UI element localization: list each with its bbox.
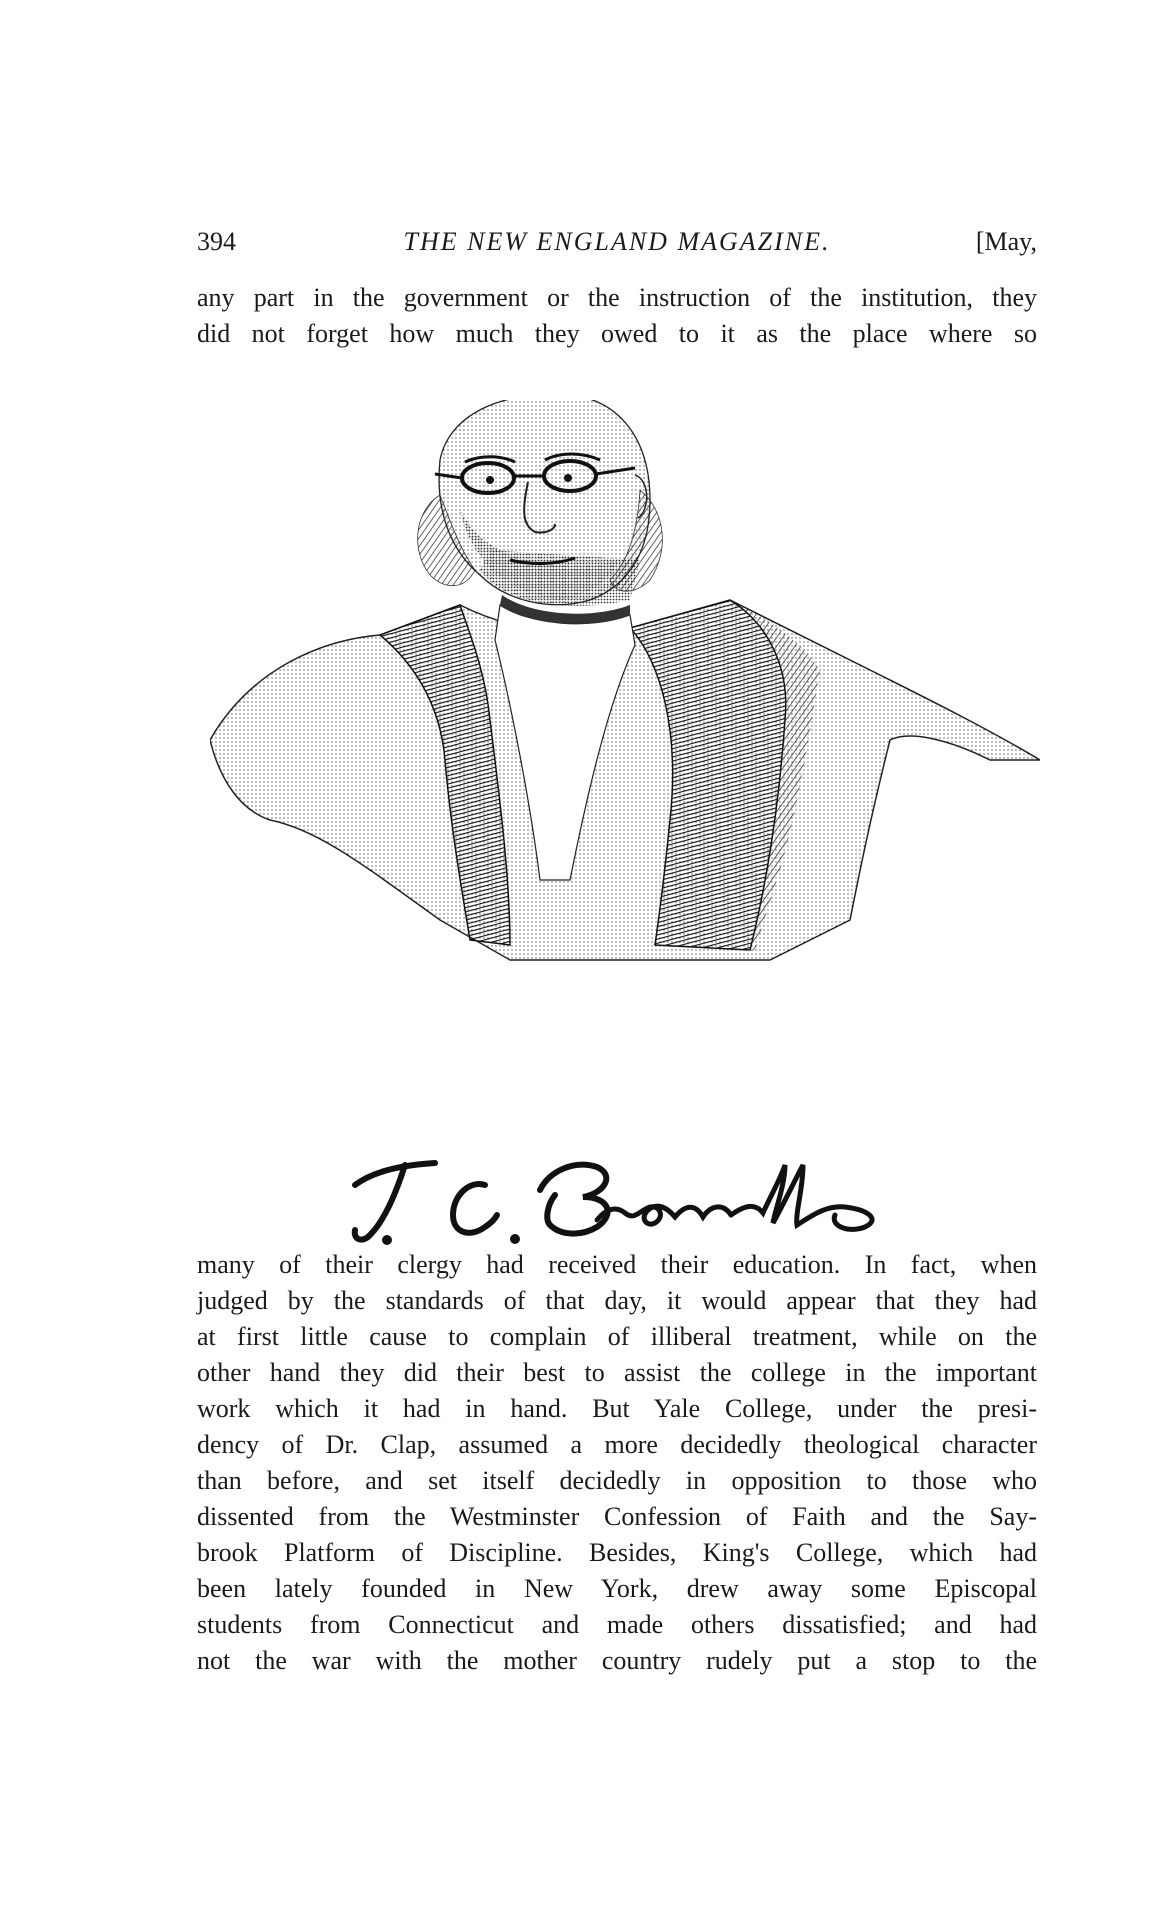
text-line: work which it had in hand. But Yale College, under the presi- (197, 1394, 1037, 1423)
text-line: did not forget how much they owed to it as the place where so (197, 319, 1037, 348)
top-paragraph (197, 280, 1037, 352)
magazine-title: THE NEW ENGLAND MAGAZINE. (403, 227, 831, 256)
text-line: any part in the government or the instruction of the institution, they (197, 283, 1037, 312)
bottom-paragraph (197, 1247, 1037, 1679)
running-head-month: [May, (975, 227, 1037, 256)
text-line: at first little cause to complain of illiberal treatment, while on the (197, 1322, 1037, 1351)
text-line: not the war with the mother country rudely put a stop to the (197, 1646, 1037, 1675)
running-head (197, 225, 1037, 259)
page-number: 394 (197, 227, 236, 256)
text-line: other hand they did their best to assist the college in the important (197, 1358, 1037, 1387)
text-line: many of their clergy had received their education. In fact, when (197, 1250, 1037, 1279)
engraved-portrait-icon (210, 400, 1040, 1120)
text-line: than before, and set itself decidedly in opposition to those who (197, 1466, 1037, 1495)
text-line: judged by the standards of that day, it would appear that they had (197, 1286, 1037, 1315)
text-line: been lately founded in New York, drew away some Episcopal (197, 1574, 1037, 1603)
text-line: students from Connecticut and made others dissatisfied; and had (197, 1610, 1037, 1639)
text-line: brook Platform of Discipline. Besides, King's College, which had (197, 1538, 1037, 1567)
text-line: dency of Dr. Clap, assumed a more decidedly theological character (197, 1430, 1037, 1459)
handwritten-signature (335, 1135, 895, 1255)
text-line: dissented from the Westminster Confession of Faith and the Say- (197, 1502, 1037, 1531)
